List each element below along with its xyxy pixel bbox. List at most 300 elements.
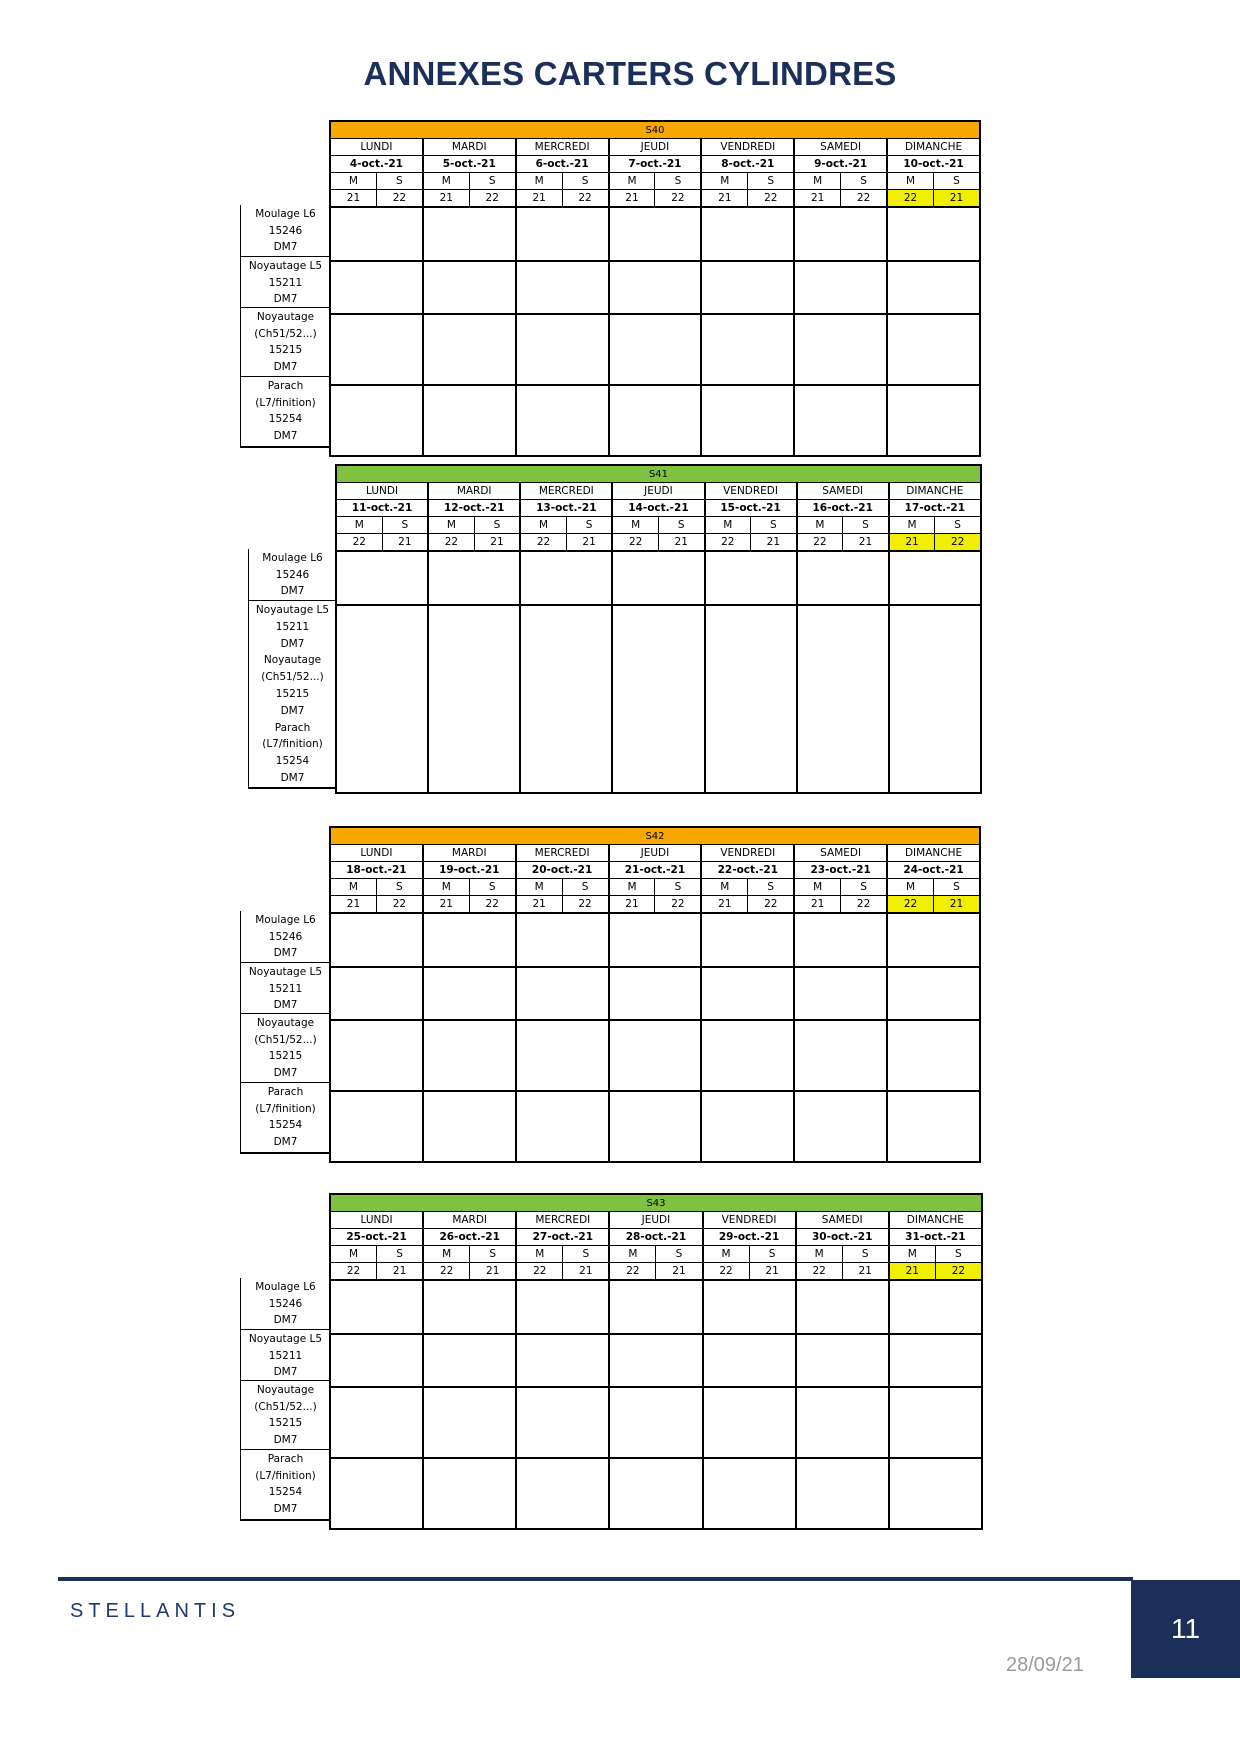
schedule-cell[interactable] xyxy=(794,1020,887,1091)
schedule-cell[interactable] xyxy=(423,1020,516,1091)
shift-label-m: M xyxy=(520,517,566,534)
shift-label-m: M xyxy=(609,173,655,190)
schedule-cell[interactable] xyxy=(889,1387,982,1458)
row-label-line: DM7 xyxy=(273,1066,298,1079)
row-label-line: DM7 xyxy=(280,585,305,597)
schedule-cell[interactable] xyxy=(330,913,423,967)
schedule-cell[interactable] xyxy=(609,1334,702,1387)
row-label-line: 15211 xyxy=(268,1349,303,1362)
date-cell: 29-oct.-21 xyxy=(703,1229,796,1246)
date-cell: 14-oct.-21 xyxy=(612,500,704,517)
shift-label-m: M xyxy=(330,1246,377,1263)
shift-value: 22 xyxy=(562,896,608,914)
shift-value: 21 xyxy=(516,190,562,208)
shift-label-m: M xyxy=(796,1246,843,1263)
shift-value: 22 xyxy=(516,1263,563,1281)
schedule-cell[interactable] xyxy=(887,1091,980,1162)
schedule-cell[interactable] xyxy=(701,913,794,967)
row-label-line: 15254 xyxy=(268,1486,303,1498)
shift-value: 22 xyxy=(705,534,751,552)
schedule-cell[interactable] xyxy=(330,385,423,456)
row-label-line: 15246 xyxy=(268,224,303,237)
date-cell: 18-oct.-21 xyxy=(330,862,423,879)
shift-value: 22 xyxy=(330,1263,377,1281)
schedule-cell[interactable] xyxy=(423,207,516,261)
schedule-cell[interactable] xyxy=(330,207,423,261)
day-header: MARDI xyxy=(428,483,520,500)
shift-label-s: S xyxy=(376,173,422,190)
schedule-cell[interactable] xyxy=(701,1091,794,1162)
row-label-line: 15246 xyxy=(268,1297,303,1310)
schedule-cell[interactable] xyxy=(701,261,794,314)
schedule-cell[interactable] xyxy=(612,605,704,793)
shift-label-m: M xyxy=(887,173,933,190)
shift-label-m: M xyxy=(330,173,376,190)
row-label xyxy=(241,911,330,963)
schedule-cell[interactable] xyxy=(330,1334,423,1387)
schedule-cell[interactable] xyxy=(423,967,516,1020)
row-label xyxy=(241,308,330,377)
schedule-cell[interactable] xyxy=(330,314,423,385)
shift-value: 21 xyxy=(423,190,469,208)
day-header: MERCREDI xyxy=(516,1212,609,1229)
schedule-cell[interactable] xyxy=(889,1334,982,1387)
shift-value: 22 xyxy=(423,1263,470,1281)
schedule-cell[interactable] xyxy=(330,1387,423,1458)
shift-value: 21 xyxy=(656,1263,703,1281)
schedule-cell[interactable] xyxy=(609,314,702,385)
shift-value: 21 xyxy=(516,896,562,914)
schedule-cell[interactable] xyxy=(516,967,609,1020)
shift-label-m: M xyxy=(612,517,658,534)
shift-label-s: S xyxy=(656,1246,703,1263)
footer-date: 28/09/21 xyxy=(1006,1654,1084,1676)
shift-value: 21 xyxy=(658,534,704,552)
schedule-cell[interactable] xyxy=(796,1280,889,1334)
schedule-cell[interactable] xyxy=(609,261,702,314)
row-label-line: Parach xyxy=(267,380,304,392)
row-label-line: Noyautage L5 xyxy=(255,604,330,616)
schedule-cell[interactable] xyxy=(889,1280,982,1334)
date-cell: 7-oct.-21 xyxy=(609,156,702,173)
schedule-cell[interactable] xyxy=(516,261,609,314)
brand-name: STELLANTIS xyxy=(70,1600,241,1622)
schedule-cell[interactable] xyxy=(423,913,516,967)
shift-value: 22 xyxy=(796,1263,843,1281)
shift-value: 21 xyxy=(842,1263,889,1281)
week-table-s42 xyxy=(329,826,981,1163)
shift-label-m: M xyxy=(423,1246,470,1263)
shift-value: 21 xyxy=(382,534,428,552)
schedule-cell[interactable] xyxy=(423,385,516,456)
row-label-line: 15211 xyxy=(268,276,303,289)
shift-label-s: S xyxy=(469,173,515,190)
date-cell: 11-oct.-21 xyxy=(336,500,428,517)
day-header: LUNDI xyxy=(336,483,428,500)
shift-value: 21 xyxy=(751,534,797,552)
day-header: LUNDI xyxy=(330,139,423,156)
row-label-line: (Ch51/52...) xyxy=(254,1400,317,1413)
shift-label-s: S xyxy=(655,879,701,896)
shift-label-m: M xyxy=(889,517,935,534)
schedule-cell[interactable] xyxy=(423,314,516,385)
schedule-cell[interactable] xyxy=(797,551,889,605)
schedule-cell[interactable] xyxy=(609,1020,702,1091)
week-table-s43 xyxy=(329,1193,983,1530)
row-labels xyxy=(248,549,336,789)
day-header: VENDREDI xyxy=(701,845,794,862)
shift-value: 22 xyxy=(336,534,382,552)
schedule-cell[interactable] xyxy=(889,1458,982,1529)
day-header: MARDI xyxy=(423,845,516,862)
shift-label-s: S xyxy=(376,879,422,896)
shift-value: 21 xyxy=(889,1263,936,1281)
shift-label-s: S xyxy=(655,173,701,190)
shift-label-m: M xyxy=(428,517,474,534)
schedule-cell[interactable] xyxy=(423,261,516,314)
footer-rule xyxy=(58,1577,1133,1581)
schedule-cell[interactable] xyxy=(796,1458,889,1529)
row-label-line: DM7 xyxy=(273,1433,298,1446)
row-label-line: DM7 xyxy=(280,637,305,650)
schedule-cell[interactable] xyxy=(423,1458,516,1529)
row-label-line: Moulage L6 xyxy=(255,208,316,220)
week-table-s40 xyxy=(329,120,981,457)
shift-label-s: S xyxy=(469,879,515,896)
row-label xyxy=(241,257,330,308)
schedule-cell[interactable] xyxy=(701,314,794,385)
shift-label-s: S xyxy=(933,879,980,896)
schedule-cell[interactable] xyxy=(794,913,887,967)
shift-value: 22 xyxy=(887,896,933,914)
shift-value: 21 xyxy=(889,534,935,552)
shift-label-m: M xyxy=(705,517,751,534)
shift-value: 22 xyxy=(935,1263,982,1281)
schedule-cell[interactable] xyxy=(330,261,423,314)
schedule-cell[interactable] xyxy=(701,385,794,456)
row-label-line: Noyautage xyxy=(256,1017,315,1029)
day-header: DIMANCHE xyxy=(887,845,980,862)
schedule-cell[interactable] xyxy=(887,967,980,1020)
row-label xyxy=(241,1450,330,1519)
schedule-cell[interactable] xyxy=(703,1280,796,1334)
shift-value: 21 xyxy=(377,1263,424,1281)
shift-label-m: M xyxy=(794,879,840,896)
row-label-line: 15246 xyxy=(268,930,303,943)
row-label-line: Noyautage xyxy=(256,311,315,323)
schedule-cell[interactable] xyxy=(796,1334,889,1387)
schedule-cell[interactable] xyxy=(516,1334,609,1387)
day-header: MARDI xyxy=(423,139,516,156)
shift-value: 21 xyxy=(794,190,840,208)
day-header: SAMEDI xyxy=(794,139,887,156)
row-label-line: DM7 xyxy=(273,1366,298,1378)
schedule-cell[interactable] xyxy=(336,551,428,605)
row-label-line: (Ch51/52...) xyxy=(261,671,324,684)
schedule-cell[interactable] xyxy=(701,1020,794,1091)
schedule-cell[interactable] xyxy=(609,1458,702,1529)
row-label-line: 15254 xyxy=(275,755,310,768)
shift-value: 22 xyxy=(935,534,981,552)
shift-label-s: S xyxy=(566,517,612,534)
day-header: VENDREDI xyxy=(701,139,794,156)
row-label-line: DM7 xyxy=(273,1135,298,1148)
day-header: JEUDI xyxy=(609,1212,702,1229)
row-label-line: 15215 xyxy=(275,687,310,700)
shift-value: 22 xyxy=(703,1263,750,1281)
date-cell: 31-oct.-21 xyxy=(889,1229,982,1246)
row-label-line: 15254 xyxy=(268,413,303,425)
schedule-cell[interactable] xyxy=(516,207,609,261)
row-label-line: 15211 xyxy=(275,620,310,633)
day-header: MERCREDI xyxy=(516,139,609,156)
shift-label-s: S xyxy=(563,1246,610,1263)
shift-label-m: M xyxy=(516,879,562,896)
date-cell: 30-oct.-21 xyxy=(796,1229,889,1246)
schedule-cell[interactable] xyxy=(797,605,889,793)
shift-label-m: M xyxy=(797,517,843,534)
shift-label-s: S xyxy=(382,517,428,534)
date-cell: 6-oct.-21 xyxy=(516,156,609,173)
shift-label-s: S xyxy=(562,173,608,190)
row-label-line: (L7/finition) xyxy=(255,1102,316,1115)
shift-label-s: S xyxy=(935,517,981,534)
shift-value: 22 xyxy=(469,190,515,208)
row-label-line: 15211 xyxy=(268,982,303,995)
schedule-cell[interactable] xyxy=(330,1020,423,1091)
schedule-cell[interactable] xyxy=(796,1387,889,1458)
schedule-cell[interactable] xyxy=(889,551,981,605)
shift-value: 22 xyxy=(797,534,843,552)
shift-value: 21 xyxy=(563,1263,610,1281)
schedule-cell[interactable] xyxy=(428,605,520,793)
day-header: MARDI xyxy=(423,1212,516,1229)
shift-value: 21 xyxy=(330,190,376,208)
row-label-line: (L7/finition) xyxy=(255,396,316,409)
row-label-line: DM7 xyxy=(273,1314,298,1326)
schedule-cell[interactable] xyxy=(794,314,887,385)
schedule-cell[interactable] xyxy=(703,1387,796,1458)
date-cell: 12-oct.-21 xyxy=(428,500,520,517)
schedule-cell[interactable] xyxy=(428,551,520,605)
shift-value: 21 xyxy=(933,896,980,914)
row-label xyxy=(241,1330,330,1381)
row-label-line: DM7 xyxy=(273,429,298,442)
schedule-cell[interactable] xyxy=(516,1020,609,1091)
shift-value: 21 xyxy=(470,1263,517,1281)
schedule-cell[interactable] xyxy=(516,1091,609,1162)
shift-value: 21 xyxy=(474,534,520,552)
schedule-cell[interactable] xyxy=(520,551,612,605)
schedule-cell[interactable] xyxy=(516,1458,609,1529)
week-label: S43 xyxy=(330,1194,982,1212)
shift-label-m: M xyxy=(887,879,933,896)
day-header: MERCREDI xyxy=(516,845,609,862)
date-cell: 22-oct.-21 xyxy=(701,862,794,879)
row-label-line: Noyautage L5 xyxy=(248,966,323,978)
schedule-cell[interactable] xyxy=(609,913,702,967)
shift-value: 22 xyxy=(655,190,701,208)
shift-label-s: S xyxy=(470,1246,517,1263)
schedule-cell[interactable] xyxy=(887,385,980,456)
shift-label-s: S xyxy=(474,517,520,534)
row-label-line: Noyautage L5 xyxy=(248,1333,323,1345)
row-label-line: DM7 xyxy=(273,241,298,253)
schedule-cell[interactable] xyxy=(423,1091,516,1162)
schedule-cell[interactable] xyxy=(609,1387,702,1458)
row-label-line: DM7 xyxy=(273,947,298,959)
shift-label-s: S xyxy=(933,173,980,190)
schedule-cell[interactable] xyxy=(609,1280,702,1334)
schedule-cell[interactable] xyxy=(609,1091,702,1162)
row-label-line: DM7 xyxy=(273,293,298,305)
day-header: DIMANCHE xyxy=(889,483,981,500)
schedule-cell[interactable] xyxy=(887,913,980,967)
date-cell: 4-oct.-21 xyxy=(330,156,423,173)
day-header: SAMEDI xyxy=(794,845,887,862)
day-header: JEUDI xyxy=(609,139,702,156)
schedule-cell[interactable] xyxy=(516,314,609,385)
schedule-cell[interactable] xyxy=(336,605,428,793)
shift-label-m: M xyxy=(609,1246,656,1263)
shift-label-m: M xyxy=(336,517,382,534)
shift-value: 22 xyxy=(428,534,474,552)
schedule-cell[interactable] xyxy=(516,1280,609,1334)
shift-label-s: S xyxy=(751,517,797,534)
row-labels xyxy=(240,911,330,1154)
schedule-cell[interactable] xyxy=(330,1091,423,1162)
date-cell: 8-oct.-21 xyxy=(701,156,794,173)
day-header: VENDREDI xyxy=(703,1212,796,1229)
schedule-cell[interactable] xyxy=(705,605,797,793)
shift-label-m: M xyxy=(516,1246,563,1263)
page-title: ANNEXES CARTERS CYLINDRES xyxy=(363,55,897,92)
row-label-line: DM7 xyxy=(280,704,305,717)
shift-value: 22 xyxy=(376,190,422,208)
row-label-line: DM7 xyxy=(280,771,305,784)
schedule-cell[interactable] xyxy=(701,967,794,1020)
schedule-cell[interactable] xyxy=(887,261,980,314)
row-label-line: 15254 xyxy=(268,1119,303,1131)
shift-label-m: M xyxy=(794,173,840,190)
row-label-line: 15215 xyxy=(268,1417,303,1429)
shift-label-m: M xyxy=(701,879,747,896)
schedule-cell[interactable] xyxy=(703,1334,796,1387)
date-cell: 5-oct.-21 xyxy=(423,156,516,173)
schedule-cell[interactable] xyxy=(794,207,887,261)
date-cell: 13-oct.-21 xyxy=(520,500,612,517)
row-label-line: Moulage L6 xyxy=(255,1281,316,1293)
schedule-cell[interactable] xyxy=(520,605,612,793)
date-cell: 24-oct.-21 xyxy=(887,862,980,879)
schedule-cell[interactable] xyxy=(705,551,797,605)
schedule-cell[interactable] xyxy=(887,314,980,385)
shift-value: 22 xyxy=(887,190,933,208)
shift-value: 21 xyxy=(749,1263,796,1281)
schedule-cell[interactable] xyxy=(609,967,702,1020)
shift-label-m: M xyxy=(423,173,469,190)
shift-label-m: M xyxy=(609,879,655,896)
schedule-cell[interactable] xyxy=(794,385,887,456)
shift-label-m: M xyxy=(701,173,747,190)
row-label-line: 15215 xyxy=(268,344,303,356)
schedule-cell[interactable] xyxy=(330,1458,423,1529)
row-labels xyxy=(240,205,330,448)
shift-label-m: M xyxy=(703,1246,750,1263)
shift-label-s: S xyxy=(377,1246,424,1263)
schedule-cell[interactable] xyxy=(701,207,794,261)
row-label-line: (L7/finition) xyxy=(255,1469,316,1482)
row-label xyxy=(241,1278,330,1330)
schedule-cell[interactable] xyxy=(330,967,423,1020)
row-labels xyxy=(240,1278,330,1521)
schedule-cell[interactable] xyxy=(609,207,702,261)
schedule-cell[interactable] xyxy=(794,261,887,314)
schedule-cell[interactable] xyxy=(330,1280,423,1334)
date-cell: 20-oct.-21 xyxy=(516,862,609,879)
schedule-cell[interactable] xyxy=(703,1458,796,1529)
week-label: S40 xyxy=(330,121,980,139)
row-label-line: Noyautage L5 xyxy=(248,260,323,272)
shift-label-s: S xyxy=(843,517,889,534)
shift-label-s: S xyxy=(842,1246,889,1263)
shift-label-s: S xyxy=(562,879,608,896)
row-label xyxy=(241,1014,330,1083)
schedule-cell[interactable] xyxy=(887,1020,980,1091)
shift-value: 21 xyxy=(423,896,469,914)
row-label xyxy=(241,377,330,446)
shift-value: 21 xyxy=(330,896,376,914)
schedule-cell[interactable] xyxy=(609,385,702,456)
schedule-cell[interactable] xyxy=(516,1387,609,1458)
page-number: 11 xyxy=(1131,1580,1240,1678)
day-header: VENDREDI xyxy=(705,483,797,500)
schedule-cell[interactable] xyxy=(887,207,980,261)
schedule-cell[interactable] xyxy=(516,385,609,456)
row-label xyxy=(241,1381,330,1450)
schedule-cell[interactable] xyxy=(423,1280,516,1334)
schedule-cell[interactable] xyxy=(516,913,609,967)
schedule-cell[interactable] xyxy=(612,551,704,605)
shift-label-m: M xyxy=(889,1246,936,1263)
shift-value: 21 xyxy=(794,896,840,914)
shift-value: 22 xyxy=(520,534,566,552)
date-cell: 23-oct.-21 xyxy=(794,862,887,879)
schedule-cell[interactable] xyxy=(423,1334,516,1387)
shift-label-s: S xyxy=(748,173,794,190)
date-cell: 25-oct.-21 xyxy=(330,1229,423,1246)
schedule-cell[interactable] xyxy=(794,1091,887,1162)
row-label-line: 15246 xyxy=(275,568,310,581)
shift-label-m: M xyxy=(423,879,469,896)
row-label-line: DM7 xyxy=(273,360,298,373)
shift-value: 22 xyxy=(376,896,422,914)
day-header: DIMANCHE xyxy=(889,1212,982,1229)
shift-value: 21 xyxy=(701,896,747,914)
row-label-line: Moulage L6 xyxy=(255,914,316,926)
row-label-line: (Ch51/52...) xyxy=(254,1033,317,1046)
shift-value: 21 xyxy=(609,896,655,914)
row-label-line: (Ch51/52...) xyxy=(254,327,317,340)
day-header: JEUDI xyxy=(612,483,704,500)
date-cell: 19-oct.-21 xyxy=(423,862,516,879)
schedule-cell[interactable] xyxy=(889,605,981,793)
day-header: LUNDI xyxy=(330,845,423,862)
day-header: LUNDI xyxy=(330,1212,423,1229)
schedule-cell[interactable] xyxy=(423,1387,516,1458)
schedule-cell[interactable] xyxy=(794,967,887,1020)
shift-label-s: S xyxy=(935,1246,982,1263)
